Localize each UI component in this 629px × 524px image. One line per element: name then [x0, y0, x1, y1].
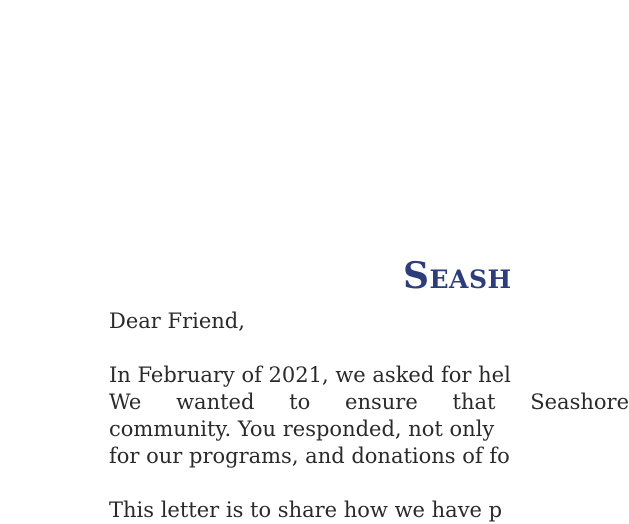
paragraph-1 [109, 362, 629, 470]
paragraph-line: This letter is to share how we have p [109, 498, 503, 522]
paragraph-line: In February of 2021, we asked for hel [109, 363, 511, 387]
paragraph-line: We wanted to ensure that Seashore [109, 390, 629, 414]
paragraph-line: community. You responded, not only [109, 417, 495, 441]
paragraph-line: for our programs, and donations of fo [109, 444, 510, 468]
salutation: Dear Friend, [109, 309, 245, 333]
letter-body [109, 308, 629, 524]
paragraph-2 [109, 497, 629, 524]
organization-name: Seash [403, 255, 512, 297]
